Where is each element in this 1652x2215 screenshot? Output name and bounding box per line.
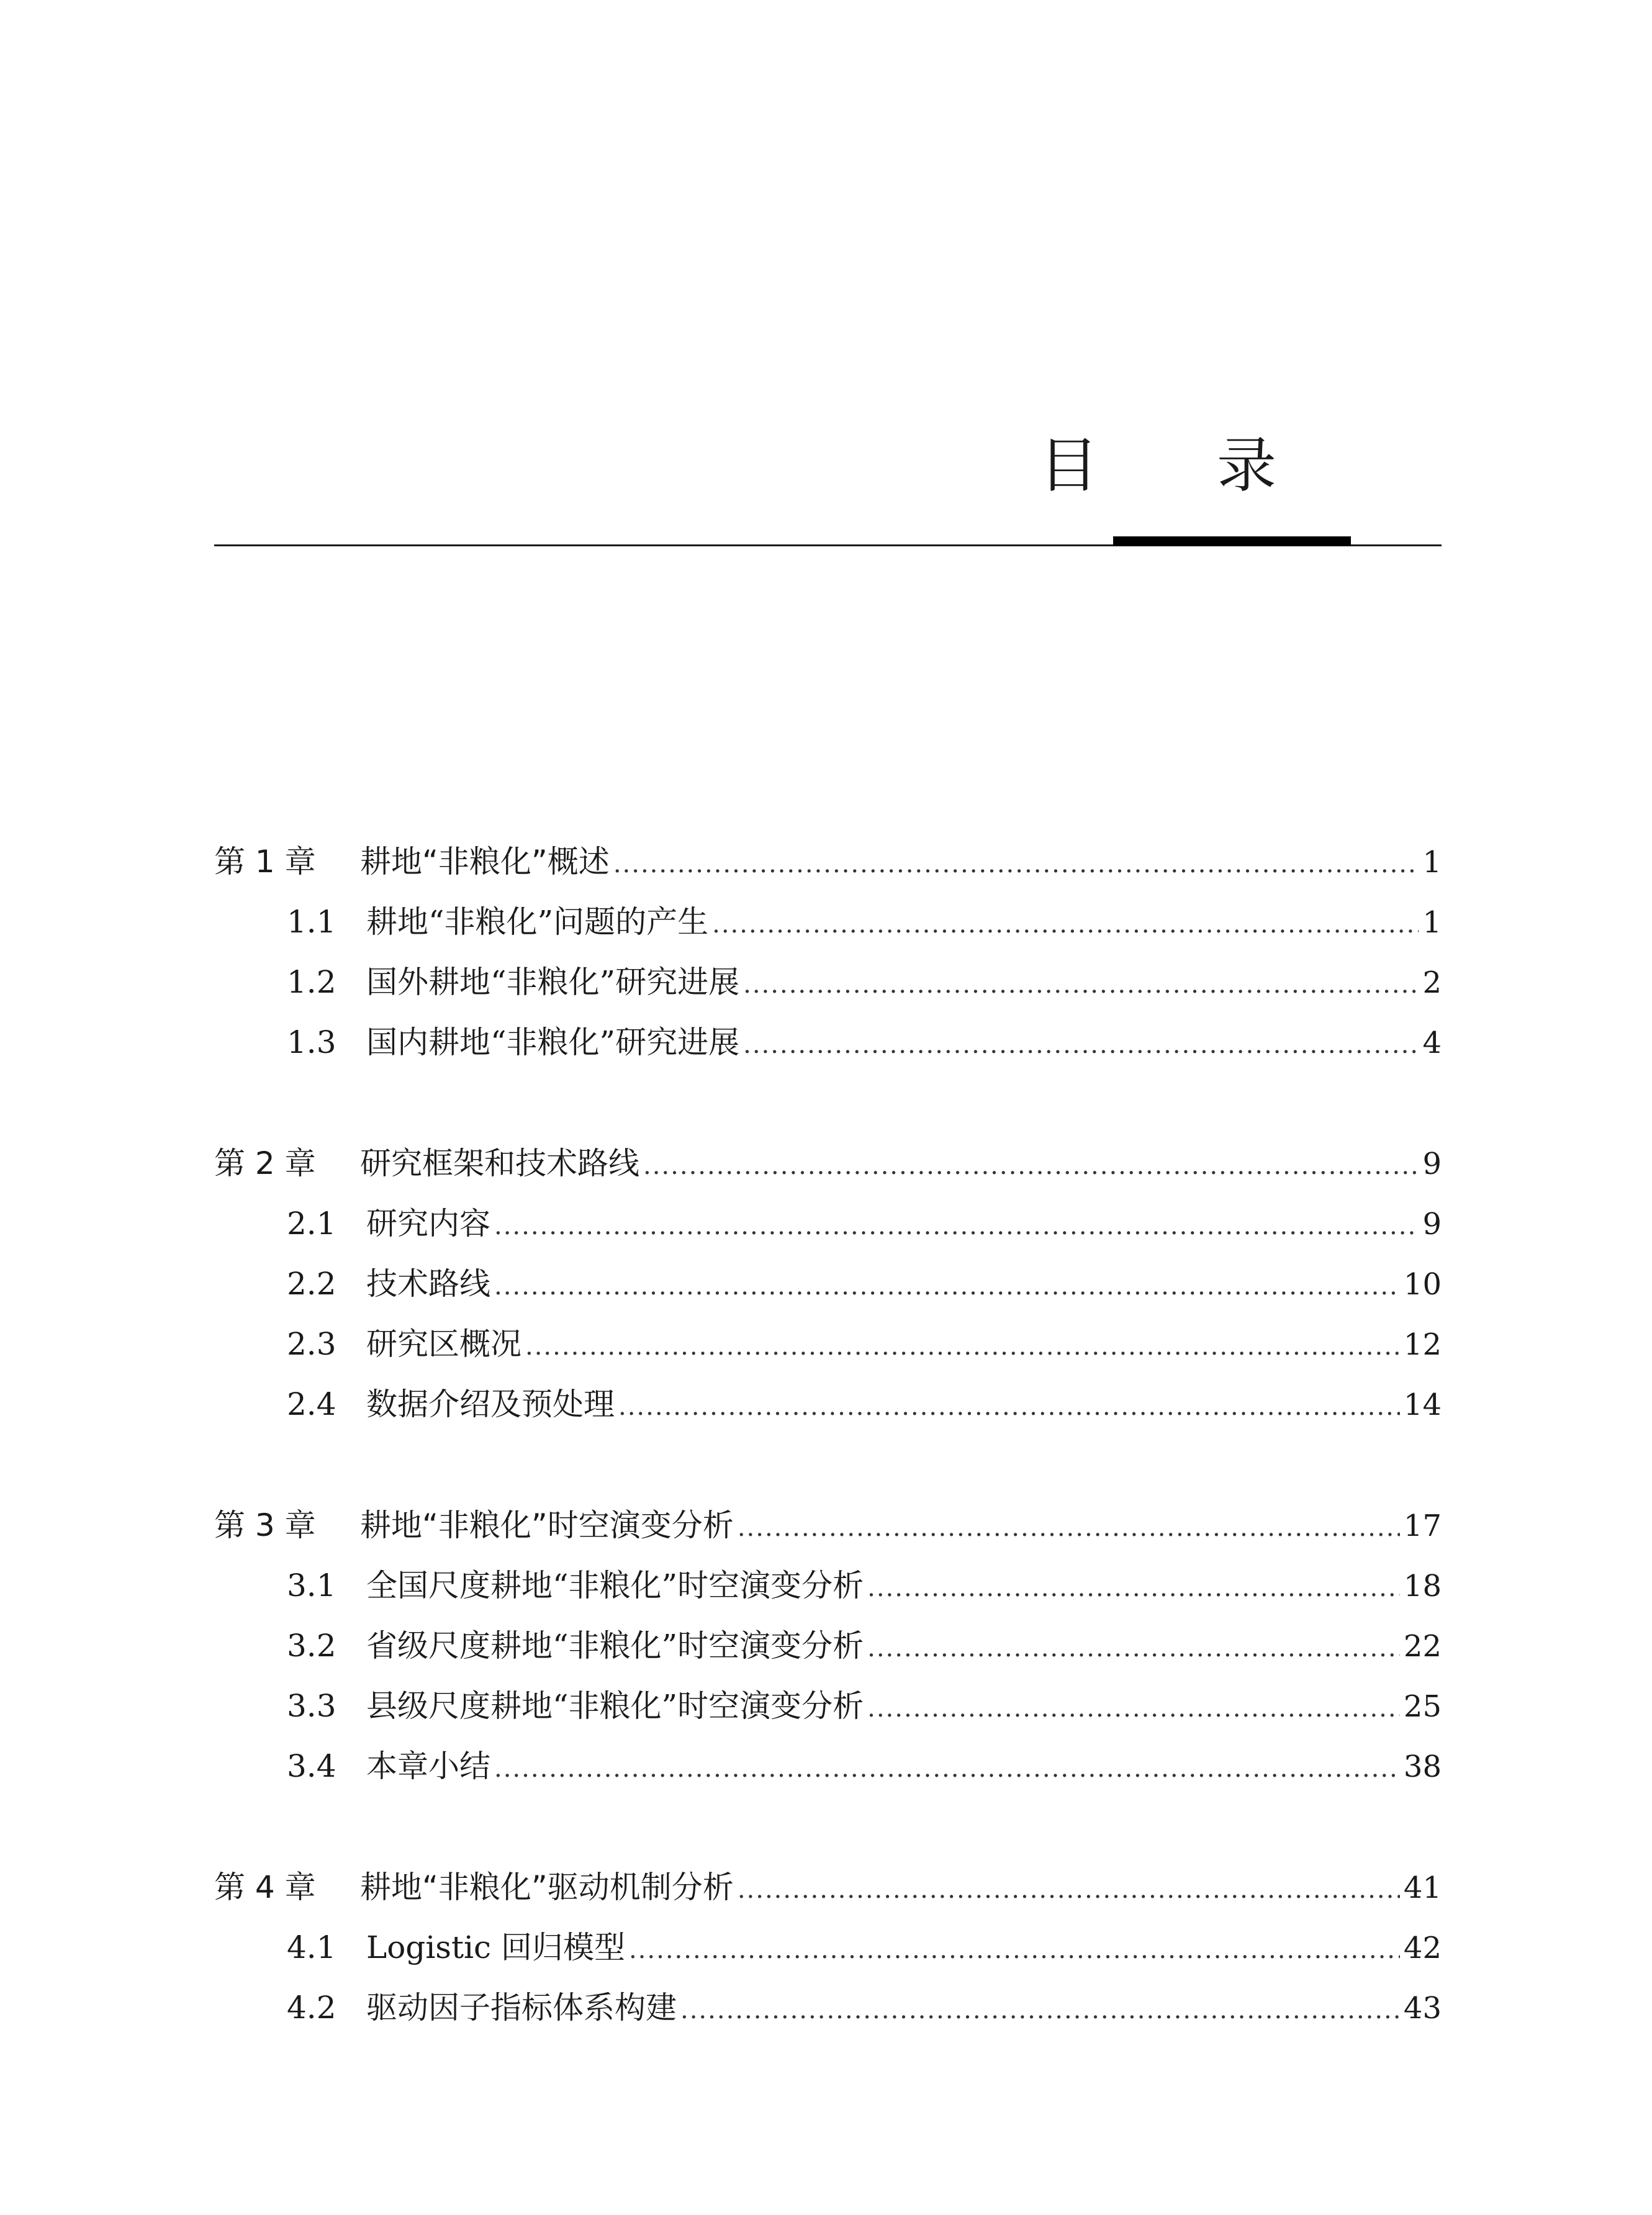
dot-leader — [867, 1558, 1400, 1618]
dot-leader — [738, 1860, 1400, 1920]
page-number: 9 — [1422, 1147, 1442, 1181]
page-number: 4 — [1422, 1026, 1442, 1060]
section-number: 1.2 — [287, 964, 336, 1000]
toc-entry-section-1-2[interactable] — [214, 952, 1442, 1013]
section-title: 国外耕地“非粮化”研究进展 — [366, 964, 740, 1000]
page-number: 22 — [1403, 1629, 1442, 1664]
toc-entry-chapter-3[interactable] — [214, 1495, 1442, 1556]
section-number: 2.3 — [287, 1326, 336, 1362]
toc-entry-chapter-4[interactable] — [214, 1857, 1442, 1918]
page-number: 1 — [1422, 905, 1442, 940]
page-number: 2 — [1422, 965, 1442, 1000]
page-number: 42 — [1403, 1931, 1442, 1965]
dot-leader — [743, 1015, 1419, 1075]
section-title: Logistic 回归模型 — [366, 1929, 625, 1965]
section-title: 本章小结 — [366, 1748, 490, 1784]
page-number: 17 — [1403, 1509, 1442, 1543]
page-number: 1 — [1422, 845, 1442, 880]
page-number: 18 — [1403, 1569, 1442, 1604]
page-number: 43 — [1403, 1991, 1442, 2026]
dot-leader — [494, 1196, 1419, 1256]
section-title: 研究区概况 — [366, 1326, 521, 1362]
toc-entry-section-1-1[interactable] — [214, 892, 1442, 952]
page-number: 9 — [1422, 1207, 1442, 1242]
chapter-title: 耕地“非粮化”概述 — [360, 844, 610, 880]
dot-leader — [867, 1618, 1400, 1679]
section-title: 技术路线 — [366, 1266, 490, 1302]
section-number: 2.4 — [287, 1386, 336, 1422]
toc-entry-section-3-2[interactable] — [214, 1616, 1442, 1676]
dot-leader — [613, 834, 1419, 895]
section-title: 数据介绍及预处理 — [366, 1386, 615, 1422]
section-title: 耕地“非粮化”问题的产生 — [366, 904, 709, 940]
page-title: 目 录 — [1039, 431, 1326, 500]
chapter-number: 第 4 章 — [214, 1869, 316, 1905]
toc-entry-section-3-1[interactable] — [214, 1556, 1442, 1616]
section-number: 3.4 — [287, 1748, 336, 1784]
chapter-title: 研究框架和技术路线 — [360, 1145, 639, 1181]
chapter-number: 第 1 章 — [214, 844, 316, 880]
chapter-block — [214, 1495, 1442, 1797]
section-number: 1.1 — [287, 904, 336, 940]
toc-entry-section-4-1[interactable] — [214, 1918, 1442, 1978]
title-accent-bar — [1113, 536, 1351, 546]
table-of-contents — [214, 832, 1442, 2099]
dot-leader — [712, 895, 1419, 955]
chapter-block — [214, 832, 1442, 1073]
page-number: 25 — [1403, 1689, 1442, 1724]
chapter-block — [214, 1857, 1442, 2038]
chapter-block — [214, 1134, 1442, 1435]
section-title: 研究内容 — [366, 1206, 490, 1242]
section-number: 2.1 — [287, 1206, 336, 1242]
dot-leader — [743, 955, 1419, 1015]
dot-leader — [618, 1377, 1400, 1437]
section-number: 4.1 — [287, 1929, 336, 1965]
section-title: 国内耕地“非粮化”研究进展 — [366, 1024, 740, 1060]
dot-leader — [643, 1136, 1419, 1196]
toc-entry-chapter-1[interactable] — [214, 832, 1442, 892]
section-title: 省级尺度耕地“非粮化”时空演变分析 — [366, 1628, 864, 1664]
page-number: 38 — [1403, 1749, 1442, 1784]
section-title: 县级尺度耕地“非粮化”时空演变分析 — [366, 1688, 864, 1724]
toc-entry-section-4-2[interactable] — [214, 1978, 1442, 2038]
page-number: 10 — [1403, 1267, 1442, 1302]
section-number: 3.2 — [287, 1628, 336, 1664]
section-number: 1.3 — [287, 1024, 336, 1060]
chapter-title: 耕地“非粮化”驱动机制分析 — [360, 1869, 734, 1905]
chapter-number: 第 2 章 — [214, 1145, 316, 1181]
dot-leader — [629, 1920, 1400, 1980]
toc-entry-section-2-2[interactable] — [214, 1254, 1442, 1314]
toc-entry-section-2-1[interactable] — [214, 1194, 1442, 1254]
page-number: 14 — [1403, 1387, 1442, 1422]
toc-entry-section-3-3[interactable] — [214, 1676, 1442, 1736]
section-number: 3.1 — [287, 1568, 336, 1604]
toc-entry-chapter-2[interactable] — [214, 1134, 1442, 1194]
dot-leader — [680, 1980, 1400, 2041]
section-number: 4.2 — [287, 1990, 336, 2026]
dot-leader — [494, 1256, 1400, 1317]
dot-leader — [738, 1498, 1400, 1558]
page-number: 12 — [1403, 1327, 1442, 1362]
toc-entry-section-1-3[interactable] — [214, 1013, 1442, 1073]
section-number: 3.3 — [287, 1688, 336, 1724]
section-title: 全国尺度耕地“非粮化”时空演变分析 — [366, 1568, 864, 1604]
chapter-title: 耕地“非粮化”时空演变分析 — [360, 1507, 734, 1543]
toc-entry-section-2-4[interactable] — [214, 1374, 1442, 1435]
dot-leader — [867, 1679, 1400, 1739]
chapter-number: 第 3 章 — [214, 1507, 316, 1543]
toc-entry-section-3-4[interactable] — [214, 1736, 1442, 1797]
dot-leader — [525, 1317, 1400, 1377]
dot-leader — [494, 1739, 1400, 1799]
toc-entry-section-2-3[interactable] — [214, 1314, 1442, 1374]
section-title: 驱动因子指标体系构建 — [366, 1990, 677, 2026]
page-number: 41 — [1403, 1870, 1442, 1905]
section-number: 2.2 — [287, 1266, 336, 1302]
